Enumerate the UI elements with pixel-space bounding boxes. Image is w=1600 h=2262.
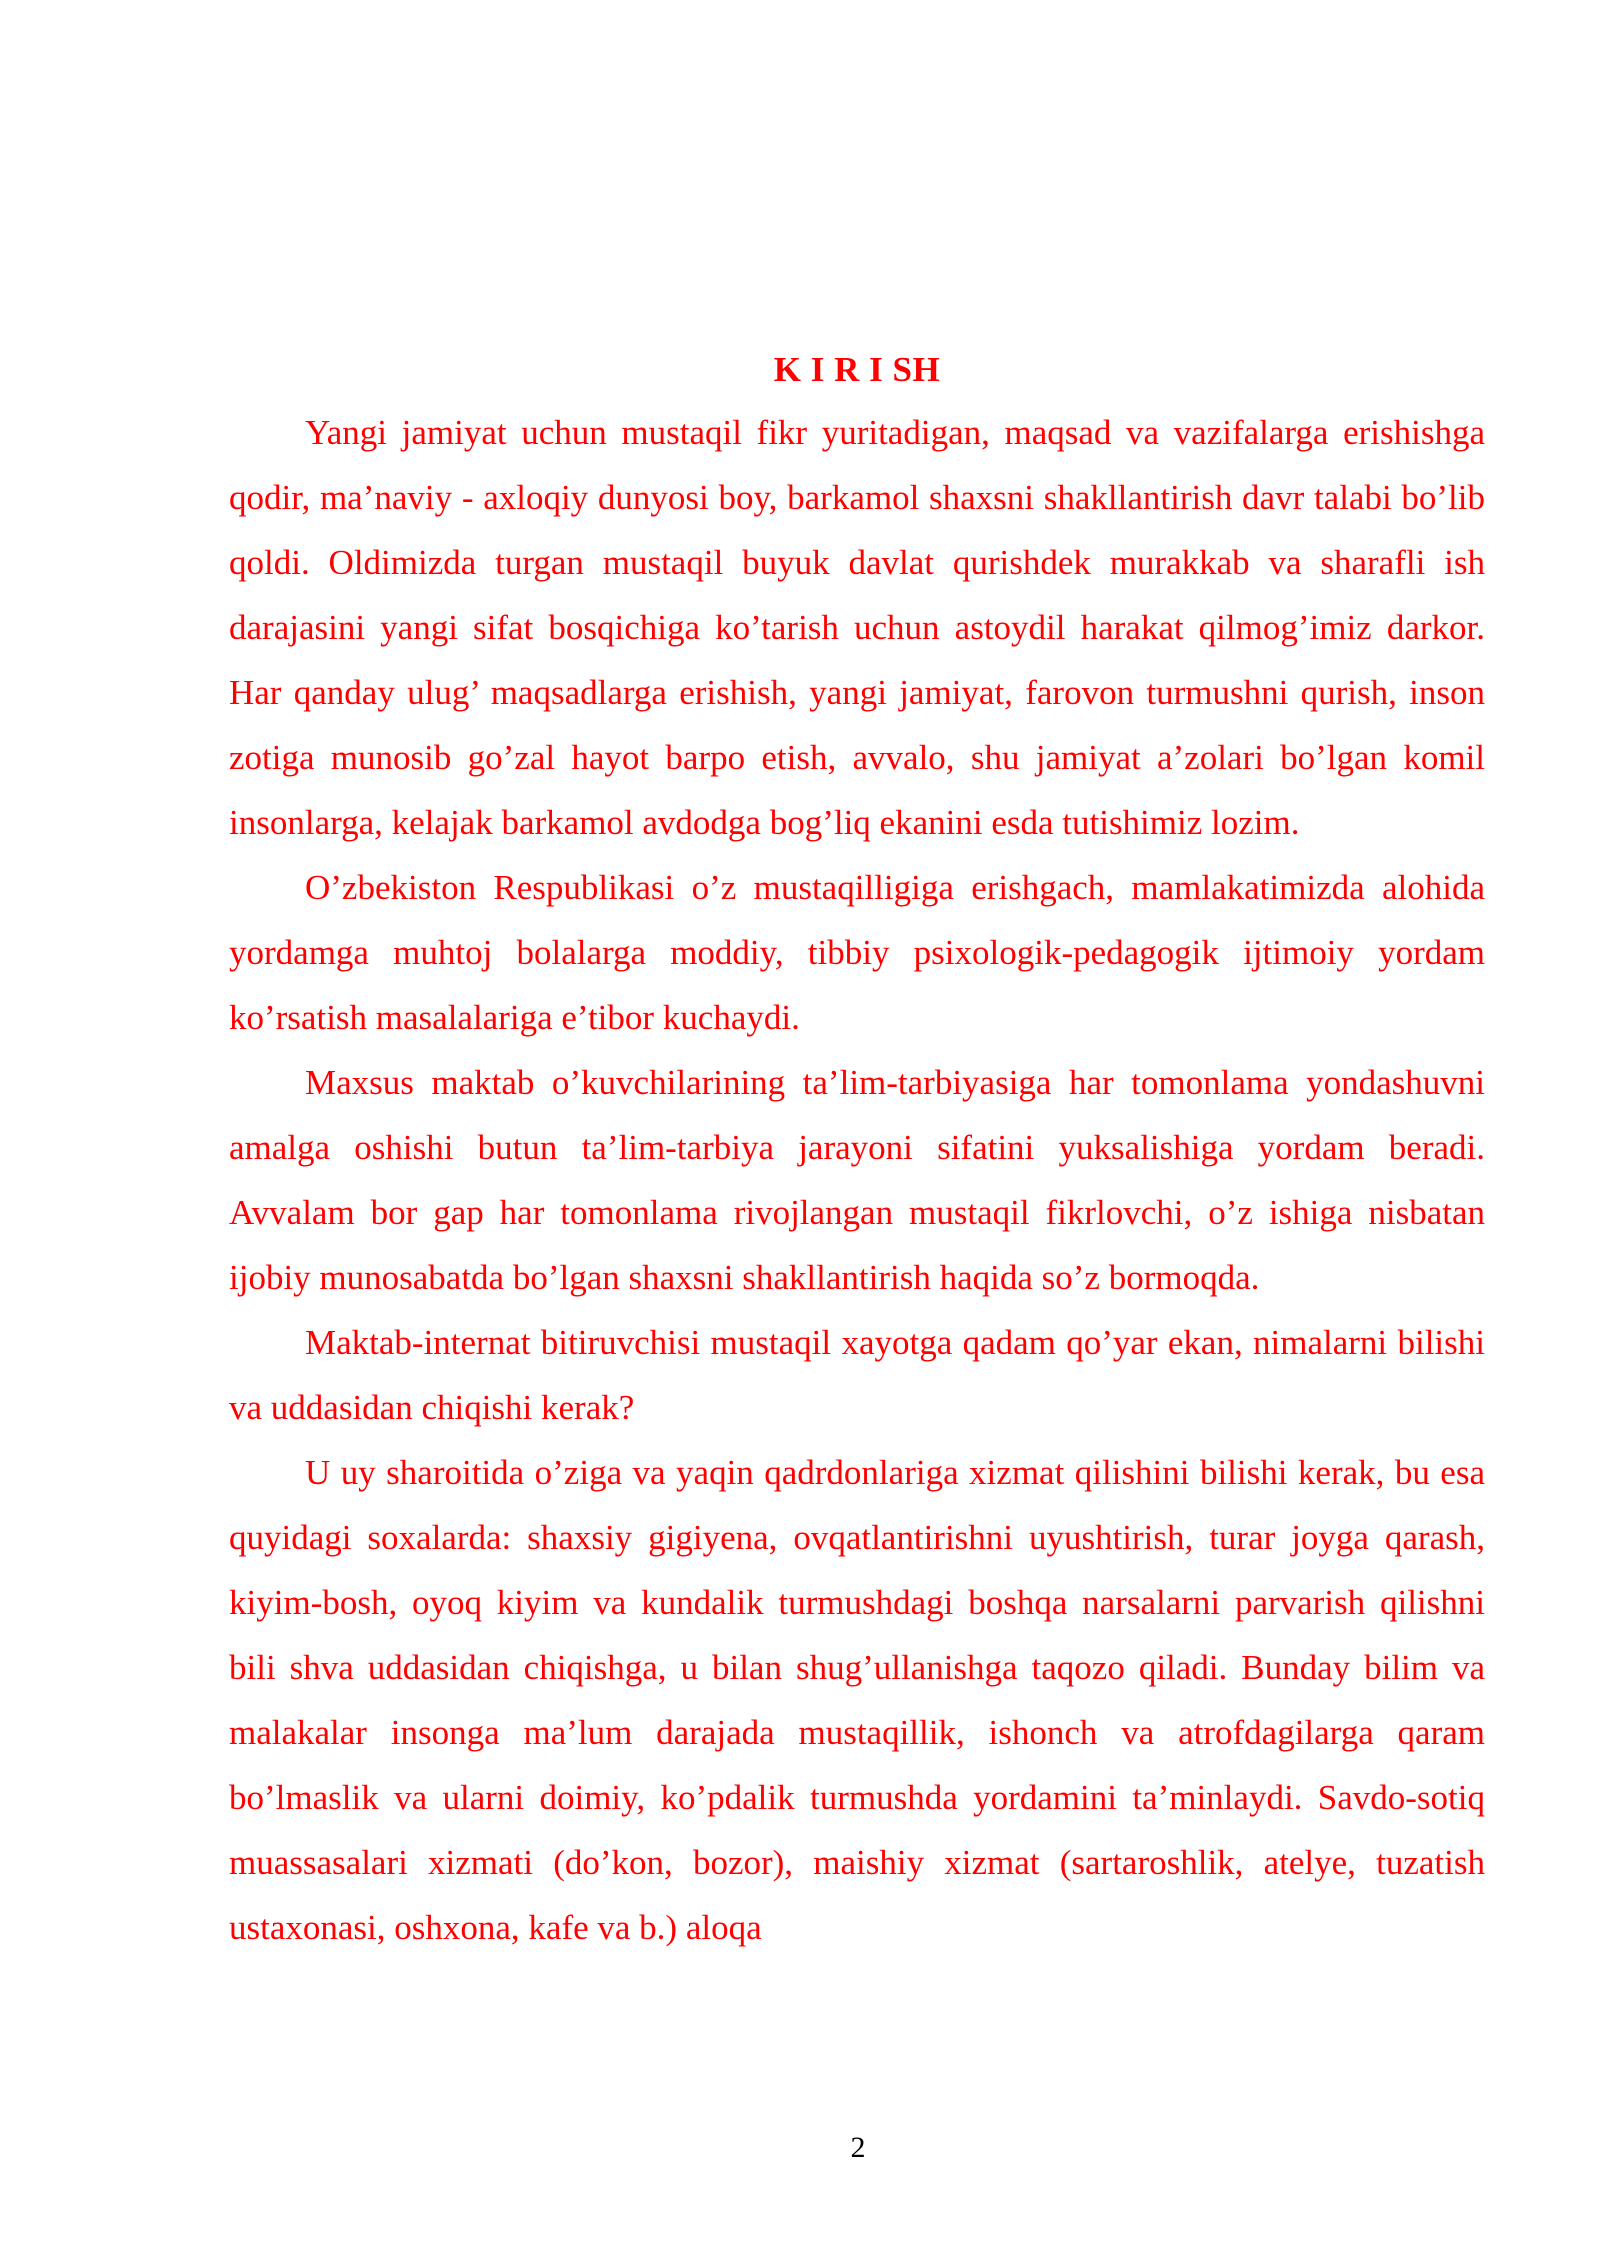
section-heading: K I R I SH — [773, 350, 941, 389]
paragraph-1: Yangi jamiyat uchun mustaqil fikr yuritadigan, maqsad va vazifalarga erishishga qodir, ma’naviy - axloqiy dunyosi boy, barkamol shaxsni shakllantirish davr talabi bo’lib qoldi. Oldimizda turgan mustaqil buyuk davlat qurishdek murakkab va sharafli ish darajasini yangi sifat bosqichiga ko’tarish uchun astoydil harakat qilmog’imiz darkor. Har qanday ulug’ maqsadlarga erishish, yangi jamiyat, farovon turmushni qurish, inson zotiga munosib go’zal hayot barpo etish, avvalo, shu jamiyat a’zolari bo’lgan komil insonlarga, kelajak barkamol avdodga bog’liq ekanini esda tutishimiz lozim. — [229, 413, 1485, 842]
document-body — [229, 340, 1485, 1960]
paragraph-4: Maktab-internat bitiruvchisi mustaqil xayotga qadam qo’yar ekan, nimalarni bilishi va uddasidan chiqishi kerak? — [229, 1323, 1485, 1427]
paragraph-3: Maxsus maktab o’kuvchilarining ta’lim-tarbiyasiga har tomonlama yondashuvni amalga oshishi butun ta’lim-tarbiya jarayoni sifatini yuksalishiga yordam beradi. Avvalam bor gap har tomonlama rivojlangan mustaqil fikrlovchi, o’z ishiga nisbatan ijobiy munosabatda bo’lgan shaxsni shakllantirish haqida so’z bormoqda. — [229, 1063, 1485, 1297]
page-number: 2 — [850, 2131, 866, 2164]
paragraph-2: O’zbekiston Respublikasi o’z mustaqilligiga erishgach, mamlakatimizda alohida yordamga muhtoj bolalarga moddiy, tibbiy psixologik-pedagogik ijtimoiy yordam ko’rsatish masalalariga e’tibor kuchaydi. — [229, 868, 1485, 1037]
paragraph-5: U uy sharoitida o’ziga va yaqin qadrdonlariga xizmat qilishini bilishi kerak, bu esa quyidagi soxalarda: shaxsiy gigiyena, ovqatlantirishni uyushtirish, turar joyga qarash, kiyim-bosh, oyoq kiyim va kundalik turmushdagi boshqa narsalarni parvarish qilishni bili shva uddasidan chiqishga, u bilan shug’ullanishga taqozo qiladi. Bunday bilim va malakalar insonga ma’lum darajada mustaqillik, ishonch va atrofdagilarga qaram bo’lmaslik va ularni doimiy, ko’pdalik turmushda yordamini ta’minlaydi. Savdo-sotiq muassasalari xizmati (do’kon, bozor), maishiy xizmat (sartaroshlik, atelye, tuzatish ustaxonasi, oshxona, kafe va b.) aloqa — [229, 1453, 1485, 1947]
